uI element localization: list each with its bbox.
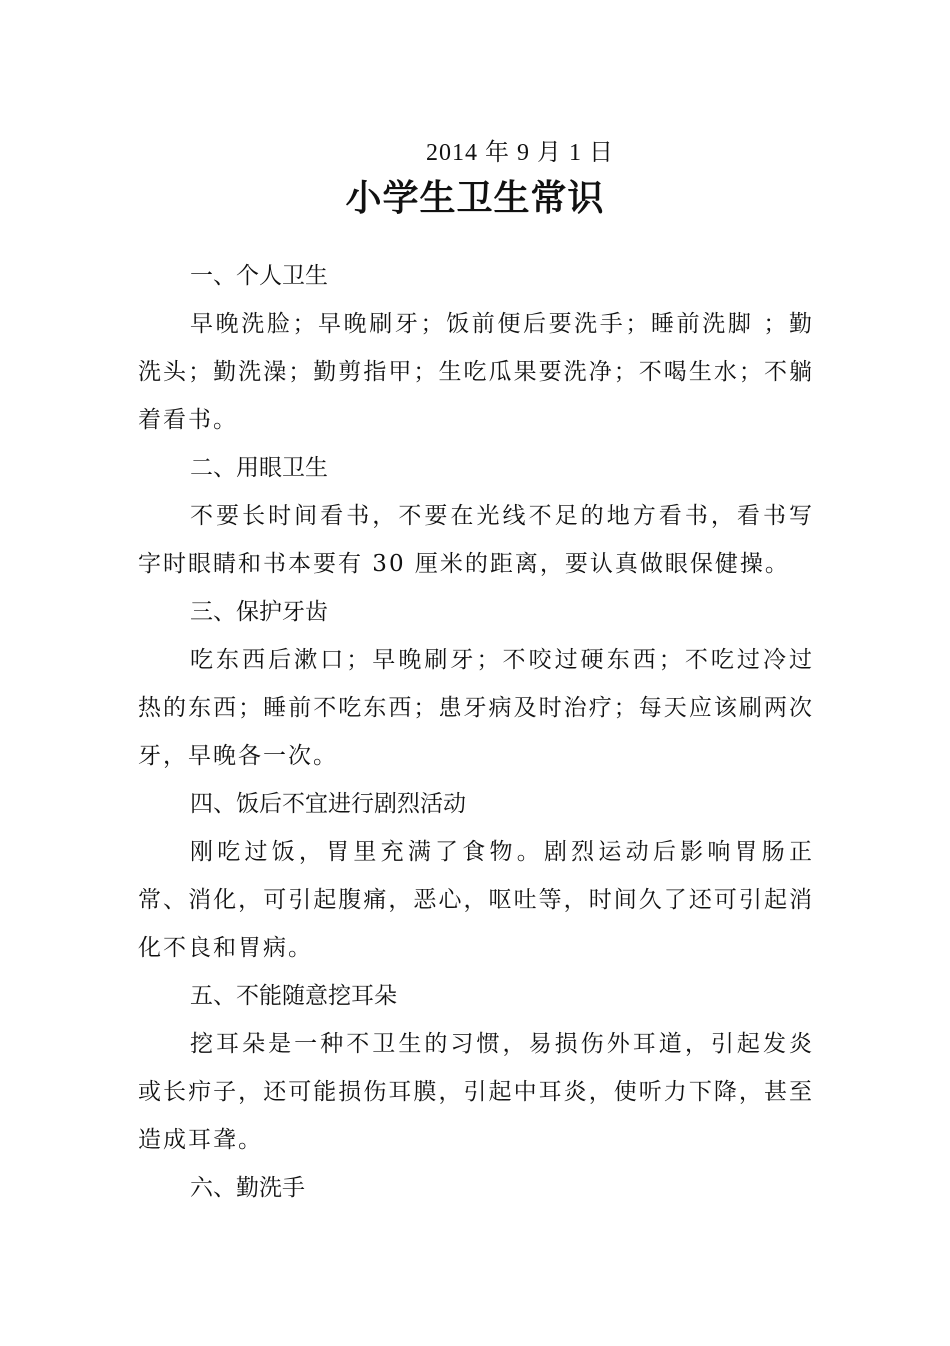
section-body-ear-care: 挖耳朵是一种不卫生的习惯，易损伤外耳道，引起发炎或长疖子，还可能损伤耳膜，引起中耳炎，使听力下降，甚至造成耳聋。: [138, 1031, 814, 1153]
section-body-personal-hygiene: 早晚洗脸；早晚刷牙；饭前便后要洗手；睡前洗脚 ；勤洗头；勤洗澡；勤剪指甲；生吃瓜果要洗净；不喝生水；不躺着看书。: [138, 311, 814, 433]
section-heading-after-meal: 四、饭后不宜进行剧烈活动: [190, 791, 466, 817]
section-body-eye-hygiene: 不要长时间看书，不要在光线不足的地方看书，看书写字时眼睛和书本要有 30 厘米的距离，要认真做眼保健操。: [138, 503, 814, 577]
section-body-after-meal: 刚吃过饭，胃里充满了食物。剧烈运动后影响胃肠正常、消化，可引起腹痛，恶心，呕吐等，时间久了还可引起消化不良和胃病。: [138, 839, 814, 961]
document-title: 小学生卫生常识: [345, 178, 605, 219]
section-heading-personal-hygiene: 一、个人卫生: [190, 263, 328, 289]
section-heading-eye-hygiene: 二、用眼卫生: [190, 455, 328, 481]
section-body-teeth-care: 吃东西后漱口；早晚刷牙；不咬过硬东西；不吃过冷过热的东西；睡前不吃东西；患牙病及时治疗；每天应该刷两次牙，早晚各一次。: [138, 647, 814, 769]
section-heading-ear-care: 五、不能随意挖耳朵: [190, 983, 397, 1009]
section-heading-teeth-care: 三、保护牙齿: [190, 599, 328, 625]
document-date: 2014 年 9 月 1 日: [426, 140, 614, 166]
document-body: [138, 252, 814, 1212]
section-heading-hand-washing: 六、勤洗手: [190, 1175, 305, 1201]
